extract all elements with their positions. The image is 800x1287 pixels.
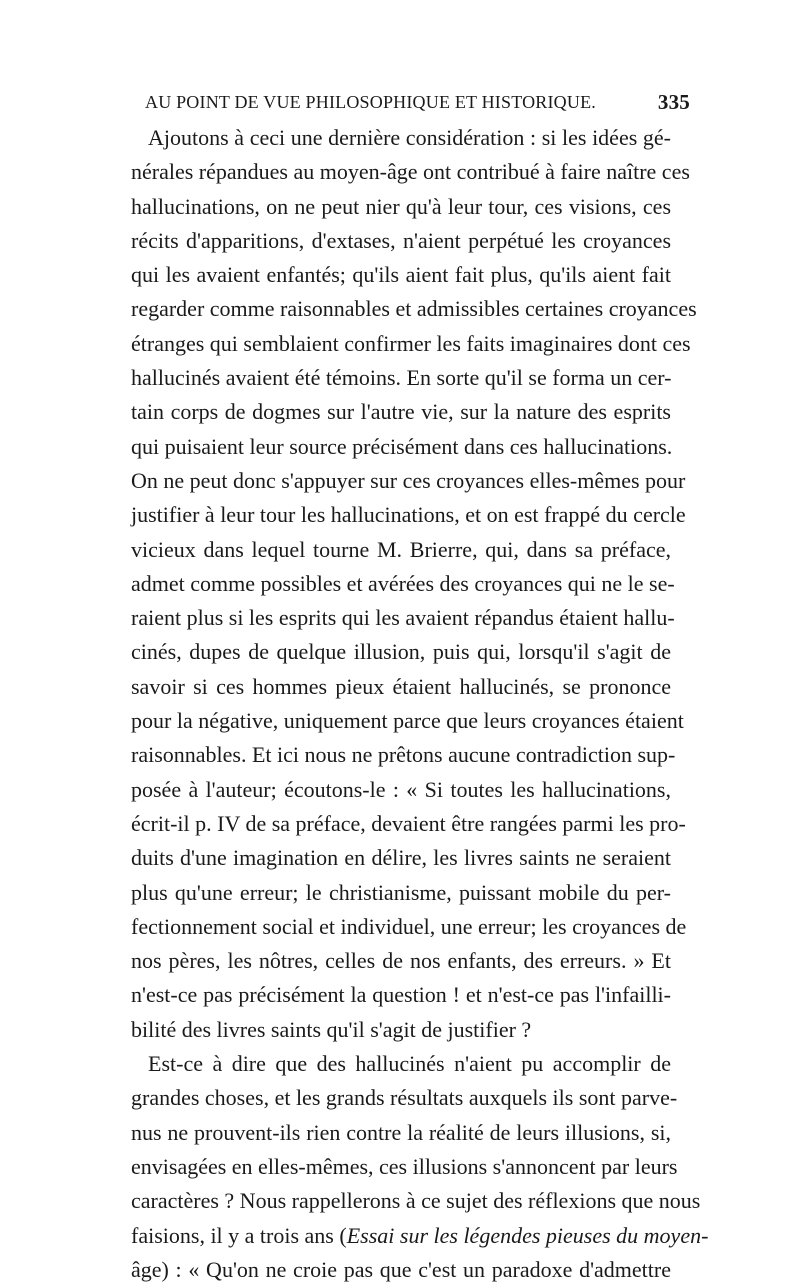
text-line: pour la négative, uniquement parce que leurs croyances étaient — [131, 708, 684, 734]
text-line: étranges qui semblaient confirmer les faits imaginaires dont ces — [131, 330, 691, 356]
text-line: qui les avaient enfantés; qu'ils aient fait plus, qu'ils aient fait — [131, 262, 671, 288]
text-line: grandes choses, et les grands résultats auxquels ils sont parve- — [131, 1085, 678, 1111]
text-line: nus ne prouvent-ils rien contre la réalité de leurs illusions, si, — [131, 1119, 671, 1145]
text-line: n'est-ce pas précisément la question ! et n'est-ce pas l'infailli- — [131, 982, 671, 1008]
text-line: qui puisaient leur source précisément dans ces hallucinations. — [131, 433, 673, 459]
text-line: cinés, dupes de quelque illusion, puis qui, lorsqu'il s'agit de — [131, 639, 671, 665]
text-line: raient plus si les esprits qui les avaient répandus étaient hallu- — [131, 605, 675, 631]
text-line: écrit-il p. IV de sa préface, devaient être rangées parmi les pro- — [131, 810, 686, 836]
text-line-with-title — [131, 1219, 709, 1253]
text-line: nos pères, les nôtres, celles de nos enfants, des erreurs. » Et — [131, 948, 671, 974]
text-line: nérales répandues au moyen-âge ont contribué à faire naître ces — [131, 159, 690, 185]
text-line: caractères ? Nous rappellerons à ce sujet des réflexions que nous — [131, 1188, 701, 1214]
text-line: récits d'apparitions, d'extases, n'aient perpétué les croyances — [131, 227, 671, 253]
text-line: tain corps de dogmes sur l'autre vie, sur la nature des esprits — [131, 399, 671, 425]
text-line: On ne peut donc s'appuyer sur ces croyances elles-mêmes pour — [131, 467, 686, 493]
text-line: duits d'une imagination en délire, les livres saints ne seraient — [131, 845, 671, 871]
text-line: raisonnables. Et ici nous ne prêtons aucune contradiction sup- — [131, 742, 676, 768]
text-line: fectionnement social et individuel, une erreur; les croyances de — [131, 913, 687, 939]
text-line: bilité des livres saints qu'il s'agit de justifier ? — [131, 1016, 532, 1042]
text-line: Est-ce à dire que des hallucinés n'aient pu accomplir de — [148, 1051, 671, 1077]
text-line: vicieux dans lequel tourne M. Brierre, qui, dans sa préface, — [131, 536, 671, 562]
text-line: justifier à leur tour les hallucinations, et on est frappé du cercle — [131, 502, 686, 528]
page-number: 335 — [657, 90, 690, 114]
text-line: admet comme possibles et avérées des croyances qui ne le se- — [131, 570, 675, 596]
text-line: regarder comme raisonnables et admissibles certaines croyances — [131, 296, 697, 322]
work-title: Essai sur les légendes pieuses du moyen- — [346, 1222, 709, 1248]
text-line: plus qu'une erreur; le christianisme, puissant mobile du per- — [131, 879, 671, 905]
text-line-start: faisions, il y a trois ans ( — [131, 1222, 347, 1248]
text-line: hallucinés avaient été témoins. En sorte qu'il se forma un cer- — [131, 365, 672, 391]
running-head-title: AU POINT DE VUE PHILOSOPHIQUE ET HISTORIQUE. — [145, 92, 596, 112]
running-head — [145, 92, 690, 118]
text-line: envisagées en elles-mêmes, ces illusions s'annoncent par leurs — [131, 1153, 678, 1179]
body-text — [131, 121, 709, 1287]
text-line: Ajoutons à ceci une dernière considération : si les idées gé- — [148, 125, 671, 150]
text-line: âge) : « Qu'on ne croie pas que c'est un paradoxe d'admettre — [131, 1256, 671, 1282]
text-line: posée à l'auteur; écoutons-le : « Si toutes les hallucinations, — [131, 776, 671, 802]
text-line: hallucinations, on ne peut nier qu'à leur tour, ces visions, ces — [131, 193, 671, 219]
text-line: savoir si ces hommes pieux étaient hallucinés, se prononce — [131, 673, 671, 699]
